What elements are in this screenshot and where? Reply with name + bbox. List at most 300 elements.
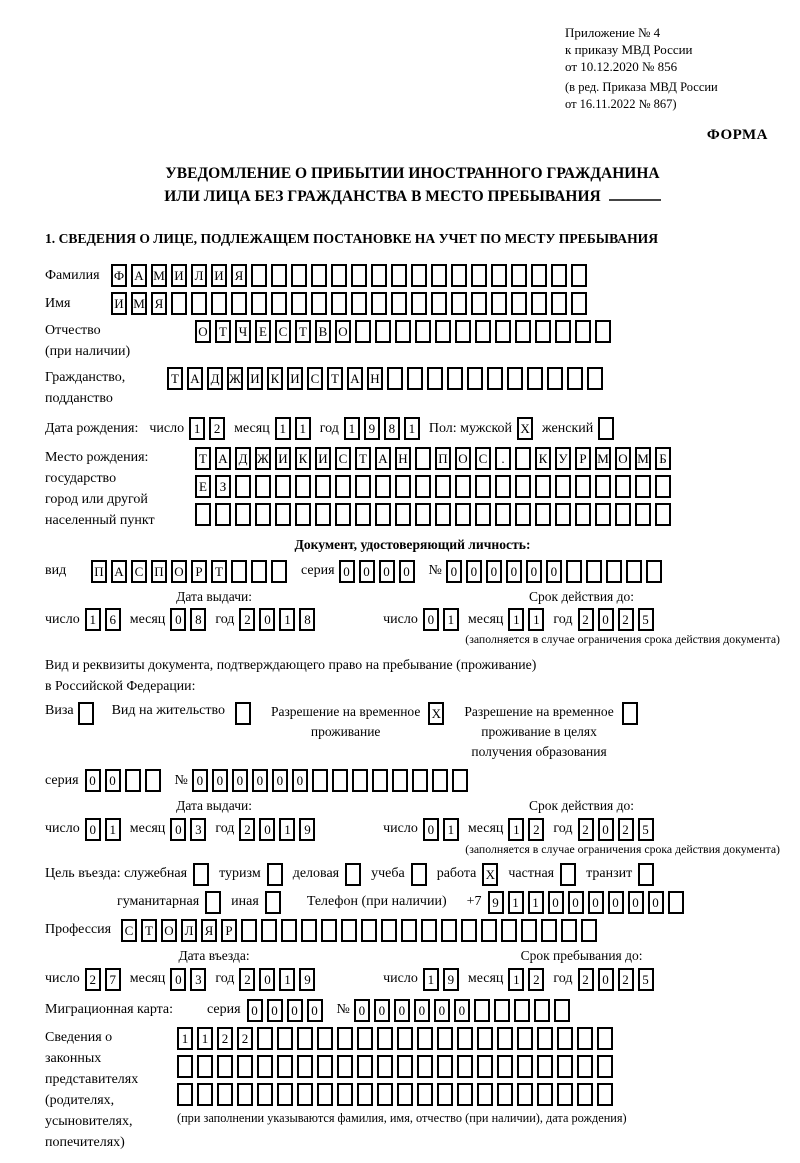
form-cell[interactable]: 0 bbox=[354, 999, 370, 1022]
form-cell[interactable]: 2 bbox=[85, 968, 101, 991]
form-cell[interactable]: 7 bbox=[105, 968, 121, 991]
form-cell[interactable]: 2 bbox=[528, 818, 544, 841]
form-cell[interactable] bbox=[515, 503, 531, 526]
form-cell[interactable] bbox=[407, 367, 423, 390]
form-cell[interactable] bbox=[668, 891, 684, 914]
form-cell[interactable] bbox=[517, 1027, 533, 1050]
form-cell[interactable] bbox=[475, 475, 491, 498]
form-cell[interactable]: А bbox=[111, 560, 127, 583]
form-cell[interactable]: 0 bbox=[466, 560, 482, 583]
form-cell[interactable] bbox=[597, 1027, 613, 1050]
form-cell[interactable] bbox=[351, 292, 367, 315]
form-cell[interactable]: С bbox=[121, 919, 137, 942]
form-cell[interactable]: 1 bbox=[423, 968, 439, 991]
form-cell[interactable] bbox=[581, 919, 597, 942]
form-cell[interactable]: 0 bbox=[339, 560, 355, 583]
form-cell[interactable] bbox=[257, 1055, 273, 1078]
form-cell[interactable] bbox=[497, 1055, 513, 1078]
form-cell[interactable] bbox=[487, 367, 503, 390]
form-cell[interactable] bbox=[255, 475, 271, 498]
form-cell[interactable] bbox=[197, 1083, 213, 1106]
form-cell[interactable] bbox=[177, 1083, 193, 1106]
form-cell[interactable] bbox=[217, 1083, 233, 1106]
form-cell[interactable] bbox=[351, 264, 367, 287]
form-cell[interactable] bbox=[514, 999, 530, 1022]
form-cell[interactable]: 2 bbox=[239, 818, 255, 841]
form-cell[interactable]: Я bbox=[201, 919, 217, 942]
form-cell[interactable]: Р bbox=[575, 447, 591, 470]
form-cell[interactable]: И bbox=[275, 447, 291, 470]
form-cell[interactable] bbox=[335, 503, 351, 526]
form-cell[interactable] bbox=[311, 292, 327, 315]
form-cell[interactable] bbox=[415, 447, 431, 470]
form-cell[interactable]: 1 bbox=[279, 608, 295, 631]
form-cell[interactable]: Я bbox=[151, 292, 167, 315]
form-cell[interactable]: 0 bbox=[287, 999, 303, 1022]
form-cell[interactable] bbox=[237, 1055, 253, 1078]
form-cell[interactable]: 0 bbox=[568, 891, 584, 914]
form-cell[interactable]: Р bbox=[191, 560, 207, 583]
form-cell[interactable] bbox=[537, 1027, 553, 1050]
form-cell[interactable]: Ж bbox=[227, 367, 243, 390]
form-cell[interactable]: 8 bbox=[384, 417, 400, 440]
form-cell[interactable]: 0 bbox=[85, 818, 101, 841]
form-cell[interactable] bbox=[535, 503, 551, 526]
form-cell[interactable]: 1 bbox=[295, 417, 311, 440]
form-cell[interactable]: Л bbox=[191, 264, 207, 287]
form-cell[interactable] bbox=[295, 475, 311, 498]
form-cell[interactable]: 0 bbox=[292, 769, 308, 792]
form-cell[interactable] bbox=[241, 919, 257, 942]
form-cell[interactable] bbox=[395, 503, 411, 526]
form-cell[interactable] bbox=[355, 475, 371, 498]
form-cell[interactable]: 0 bbox=[454, 999, 470, 1022]
form-cell[interactable] bbox=[541, 919, 557, 942]
form-cell[interactable] bbox=[457, 1055, 473, 1078]
form-cell[interactable]: 1 bbox=[443, 818, 459, 841]
form-cell[interactable] bbox=[437, 1055, 453, 1078]
form-cell[interactable]: 1 bbox=[105, 818, 121, 841]
form-cell[interactable] bbox=[377, 1027, 393, 1050]
form-cell[interactable]: Я bbox=[231, 264, 247, 287]
form-cell[interactable] bbox=[237, 1083, 253, 1106]
form-cell[interactable]: 0 bbox=[446, 560, 462, 583]
form-cell[interactable]: 0 bbox=[394, 999, 410, 1022]
form-cell[interactable]: М bbox=[151, 264, 167, 287]
form-cell[interactable]: Б bbox=[655, 447, 671, 470]
form-cell[interactable] bbox=[145, 769, 161, 792]
form-cell[interactable]: 1 bbox=[177, 1027, 193, 1050]
form-cell[interactable]: 0 bbox=[434, 999, 450, 1022]
form-cell[interactable]: 2 bbox=[618, 818, 634, 841]
form-cell[interactable]: X bbox=[482, 863, 498, 886]
form-cell[interactable]: О bbox=[335, 320, 351, 343]
form-cell[interactable]: 0 bbox=[379, 560, 395, 583]
form-cell[interactable] bbox=[392, 769, 408, 792]
form-cell[interactable]: 1 bbox=[197, 1027, 213, 1050]
form-cell[interactable]: 9 bbox=[299, 968, 315, 991]
form-cell[interactable]: 0 bbox=[506, 560, 522, 583]
form-cell[interactable]: Т bbox=[195, 447, 211, 470]
form-cell[interactable] bbox=[497, 1027, 513, 1050]
form-cell[interactable] bbox=[475, 320, 491, 343]
form-cell[interactable] bbox=[435, 503, 451, 526]
form-cell[interactable]: М bbox=[635, 447, 651, 470]
form-cell[interactable] bbox=[375, 320, 391, 343]
form-cell[interactable] bbox=[297, 1027, 313, 1050]
form-cell[interactable]: Л bbox=[181, 919, 197, 942]
form-cell[interactable] bbox=[397, 1027, 413, 1050]
form-cell[interactable]: 2 bbox=[239, 608, 255, 631]
form-cell[interactable] bbox=[598, 417, 614, 440]
form-cell[interactable] bbox=[575, 503, 591, 526]
form-cell[interactable]: 0 bbox=[526, 560, 542, 583]
form-cell[interactable] bbox=[575, 320, 591, 343]
form-cell[interactable] bbox=[271, 560, 287, 583]
form-cell[interactable]: С bbox=[475, 447, 491, 470]
form-cell[interactable]: О bbox=[171, 560, 187, 583]
form-cell[interactable]: С bbox=[335, 447, 351, 470]
form-cell[interactable] bbox=[447, 367, 463, 390]
form-cell[interactable] bbox=[235, 702, 251, 725]
form-cell[interactable] bbox=[517, 1083, 533, 1106]
form-cell[interactable]: Ж bbox=[255, 447, 271, 470]
form-cell[interactable] bbox=[411, 863, 427, 886]
form-cell[interactable]: 6 bbox=[105, 608, 121, 631]
form-cell[interactable] bbox=[511, 264, 527, 287]
form-cell[interactable]: С bbox=[307, 367, 323, 390]
form-cell[interactable] bbox=[534, 999, 550, 1022]
form-cell[interactable]: 1 bbox=[508, 891, 524, 914]
form-cell[interactable] bbox=[372, 769, 388, 792]
form-cell[interactable] bbox=[427, 367, 443, 390]
form-cell[interactable] bbox=[646, 560, 662, 583]
form-cell[interactable]: А bbox=[375, 447, 391, 470]
form-cell[interactable] bbox=[467, 367, 483, 390]
form-cell[interactable]: Е bbox=[195, 475, 211, 498]
form-cell[interactable]: 0 bbox=[598, 818, 614, 841]
form-cell[interactable]: 0 bbox=[423, 818, 439, 841]
form-cell[interactable]: 1 bbox=[528, 891, 544, 914]
form-cell[interactable] bbox=[331, 292, 347, 315]
form-cell[interactable]: П bbox=[91, 560, 107, 583]
form-cell[interactable] bbox=[481, 919, 497, 942]
form-cell[interactable] bbox=[435, 475, 451, 498]
form-cell[interactable] bbox=[395, 475, 411, 498]
form-cell[interactable] bbox=[555, 475, 571, 498]
form-cell[interactable] bbox=[537, 1055, 553, 1078]
form-cell[interactable]: 0 bbox=[85, 769, 101, 792]
form-cell[interactable] bbox=[577, 1027, 593, 1050]
form-cell[interactable] bbox=[355, 320, 371, 343]
form-cell[interactable] bbox=[411, 264, 427, 287]
form-cell[interactable] bbox=[193, 863, 209, 886]
form-cell[interactable] bbox=[471, 292, 487, 315]
form-cell[interactable]: 1 bbox=[508, 968, 524, 991]
form-cell[interactable]: 9 bbox=[443, 968, 459, 991]
form-cell[interactable]: Т bbox=[327, 367, 343, 390]
form-cell[interactable] bbox=[371, 264, 387, 287]
form-cell[interactable] bbox=[381, 919, 397, 942]
form-cell[interactable]: Н bbox=[367, 367, 383, 390]
form-cell[interactable]: 1 bbox=[443, 608, 459, 631]
form-cell[interactable]: Т bbox=[141, 919, 157, 942]
form-cell[interactable] bbox=[312, 769, 328, 792]
form-cell[interactable] bbox=[595, 503, 611, 526]
form-cell[interactable] bbox=[417, 1055, 433, 1078]
form-cell[interactable]: 9 bbox=[488, 891, 504, 914]
form-cell[interactable] bbox=[291, 264, 307, 287]
form-cell[interactable]: Т bbox=[295, 320, 311, 343]
form-cell[interactable] bbox=[397, 1083, 413, 1106]
form-cell[interactable] bbox=[455, 503, 471, 526]
form-cell[interactable] bbox=[560, 863, 576, 886]
form-cell[interactable]: 0 bbox=[546, 560, 562, 583]
form-cell[interactable]: 0 bbox=[648, 891, 664, 914]
form-cell[interactable]: И bbox=[315, 447, 331, 470]
form-cell[interactable]: 9 bbox=[299, 818, 315, 841]
form-cell[interactable] bbox=[521, 919, 537, 942]
form-cell[interactable] bbox=[337, 1055, 353, 1078]
form-cell[interactable] bbox=[235, 475, 251, 498]
form-cell[interactable]: О bbox=[161, 919, 177, 942]
form-cell[interactable] bbox=[495, 320, 511, 343]
form-cell[interactable] bbox=[567, 367, 583, 390]
form-cell[interactable] bbox=[417, 1027, 433, 1050]
form-cell[interactable] bbox=[335, 475, 351, 498]
form-cell[interactable]: X bbox=[428, 702, 444, 725]
form-cell[interactable] bbox=[352, 769, 368, 792]
form-cell[interactable] bbox=[415, 475, 431, 498]
form-cell[interactable] bbox=[495, 503, 511, 526]
form-cell[interactable]: 2 bbox=[618, 968, 634, 991]
form-cell[interactable] bbox=[257, 1083, 273, 1106]
form-cell[interactable]: 0 bbox=[598, 608, 614, 631]
form-cell[interactable] bbox=[271, 292, 287, 315]
form-cell[interactable] bbox=[345, 863, 361, 886]
form-cell[interactable]: О bbox=[615, 447, 631, 470]
form-cell[interactable] bbox=[655, 503, 671, 526]
form-cell[interactable] bbox=[437, 1083, 453, 1106]
form-cell[interactable] bbox=[435, 320, 451, 343]
form-cell[interactable] bbox=[561, 919, 577, 942]
form-cell[interactable] bbox=[547, 367, 563, 390]
form-cell[interactable]: Ч bbox=[235, 320, 251, 343]
form-cell[interactable] bbox=[537, 1083, 553, 1106]
form-cell[interactable] bbox=[387, 367, 403, 390]
form-cell[interactable] bbox=[455, 475, 471, 498]
form-cell[interactable]: 8 bbox=[299, 608, 315, 631]
form-cell[interactable]: А bbox=[187, 367, 203, 390]
form-cell[interactable]: 3 bbox=[190, 968, 206, 991]
form-cell[interactable]: 2 bbox=[239, 968, 255, 991]
form-cell[interactable] bbox=[177, 1055, 193, 1078]
form-cell[interactable]: 0 bbox=[359, 560, 375, 583]
form-cell[interactable]: 3 bbox=[190, 818, 206, 841]
form-cell[interactable]: 0 bbox=[588, 891, 604, 914]
form-cell[interactable]: 5 bbox=[638, 608, 654, 631]
form-cell[interactable] bbox=[357, 1083, 373, 1106]
form-cell[interactable] bbox=[586, 560, 602, 583]
form-cell[interactable] bbox=[297, 1083, 313, 1106]
form-cell[interactable] bbox=[332, 769, 348, 792]
form-cell[interactable] bbox=[275, 475, 291, 498]
form-cell[interactable] bbox=[317, 1083, 333, 1106]
form-cell[interactable] bbox=[271, 264, 287, 287]
form-cell[interactable]: 0 bbox=[170, 968, 186, 991]
form-cell[interactable]: 0 bbox=[608, 891, 624, 914]
form-cell[interactable] bbox=[171, 292, 187, 315]
form-cell[interactable]: О bbox=[455, 447, 471, 470]
form-cell[interactable] bbox=[297, 1055, 313, 1078]
form-cell[interactable] bbox=[555, 503, 571, 526]
form-cell[interactable] bbox=[595, 320, 611, 343]
form-cell[interactable] bbox=[495, 475, 511, 498]
form-cell[interactable] bbox=[577, 1055, 593, 1078]
form-cell[interactable] bbox=[655, 475, 671, 498]
form-cell[interactable] bbox=[421, 919, 437, 942]
form-cell[interactable] bbox=[517, 1055, 533, 1078]
form-cell[interactable] bbox=[554, 999, 570, 1022]
form-cell[interactable]: 2 bbox=[528, 968, 544, 991]
form-cell[interactable]: 0 bbox=[105, 769, 121, 792]
form-cell[interactable] bbox=[571, 292, 587, 315]
form-cell[interactable]: З bbox=[215, 475, 231, 498]
form-cell[interactable] bbox=[215, 503, 231, 526]
form-cell[interactable] bbox=[475, 503, 491, 526]
form-cell[interactable] bbox=[251, 292, 267, 315]
form-cell[interactable]: Е bbox=[255, 320, 271, 343]
form-cell[interactable] bbox=[595, 475, 611, 498]
form-cell[interactable] bbox=[395, 320, 411, 343]
form-cell[interactable]: П bbox=[151, 560, 167, 583]
form-cell[interactable]: С bbox=[131, 560, 147, 583]
form-cell[interactable] bbox=[511, 292, 527, 315]
form-cell[interactable] bbox=[606, 560, 622, 583]
form-cell[interactable] bbox=[195, 503, 211, 526]
form-cell[interactable] bbox=[615, 503, 631, 526]
form-cell[interactable] bbox=[205, 891, 221, 914]
form-cell[interactable] bbox=[275, 503, 291, 526]
form-cell[interactable] bbox=[501, 919, 517, 942]
form-cell[interactable] bbox=[452, 769, 468, 792]
form-cell[interactable] bbox=[477, 1083, 493, 1106]
form-cell[interactable]: Д bbox=[235, 447, 251, 470]
form-cell[interactable]: А bbox=[131, 264, 147, 287]
form-cell[interactable]: 2 bbox=[237, 1027, 253, 1050]
form-cell[interactable]: 2 bbox=[578, 608, 594, 631]
form-cell[interactable]: К bbox=[295, 447, 311, 470]
form-cell[interactable]: 0 bbox=[399, 560, 415, 583]
form-cell[interactable]: 1 bbox=[508, 608, 524, 631]
form-cell[interactable] bbox=[377, 1055, 393, 1078]
form-cell[interactable]: 0 bbox=[259, 818, 275, 841]
form-cell[interactable] bbox=[255, 503, 271, 526]
form-cell[interactable] bbox=[321, 919, 337, 942]
form-cell[interactable] bbox=[295, 503, 311, 526]
form-cell[interactable] bbox=[597, 1083, 613, 1106]
form-cell[interactable] bbox=[535, 475, 551, 498]
form-cell[interactable]: 2 bbox=[618, 608, 634, 631]
form-cell[interactable] bbox=[277, 1055, 293, 1078]
form-cell[interactable] bbox=[571, 264, 587, 287]
form-cell[interactable]: 2 bbox=[578, 968, 594, 991]
form-cell[interactable] bbox=[341, 919, 357, 942]
form-cell[interactable] bbox=[331, 264, 347, 287]
form-cell[interactable] bbox=[417, 1083, 433, 1106]
form-cell[interactable] bbox=[251, 264, 267, 287]
form-cell[interactable]: 0 bbox=[192, 769, 208, 792]
form-cell[interactable] bbox=[587, 367, 603, 390]
form-cell[interactable] bbox=[597, 1055, 613, 1078]
form-cell[interactable] bbox=[515, 447, 531, 470]
form-cell[interactable] bbox=[337, 1027, 353, 1050]
form-cell[interactable] bbox=[391, 264, 407, 287]
form-cell[interactable] bbox=[638, 863, 654, 886]
form-cell[interactable] bbox=[441, 919, 457, 942]
form-cell[interactable] bbox=[281, 919, 297, 942]
form-cell[interactable]: 1 bbox=[189, 417, 205, 440]
form-cell[interactable]: Т bbox=[167, 367, 183, 390]
form-cell[interactable] bbox=[391, 292, 407, 315]
form-cell[interactable]: 1 bbox=[344, 417, 360, 440]
form-cell[interactable]: 0 bbox=[628, 891, 644, 914]
form-cell[interactable] bbox=[431, 292, 447, 315]
form-cell[interactable]: 0 bbox=[170, 608, 186, 631]
form-cell[interactable]: 0 bbox=[374, 999, 390, 1022]
form-cell[interactable]: И bbox=[287, 367, 303, 390]
form-cell[interactable] bbox=[415, 503, 431, 526]
form-cell[interactable]: М bbox=[595, 447, 611, 470]
form-cell[interactable]: 0 bbox=[486, 560, 502, 583]
form-cell[interactable]: 0 bbox=[170, 818, 186, 841]
form-cell[interactable]: Р bbox=[221, 919, 237, 942]
form-cell[interactable] bbox=[577, 1083, 593, 1106]
form-cell[interactable] bbox=[551, 264, 567, 287]
form-cell[interactable] bbox=[197, 1055, 213, 1078]
form-cell[interactable] bbox=[357, 1027, 373, 1050]
form-cell[interactable]: 5 bbox=[638, 968, 654, 991]
form-cell[interactable] bbox=[494, 999, 510, 1022]
form-cell[interactable] bbox=[455, 320, 471, 343]
form-cell[interactable] bbox=[622, 702, 638, 725]
form-cell[interactable]: 1 bbox=[275, 417, 291, 440]
form-cell[interactable]: И bbox=[247, 367, 263, 390]
form-cell[interactable] bbox=[527, 367, 543, 390]
form-cell[interactable] bbox=[231, 292, 247, 315]
form-cell[interactable] bbox=[78, 702, 94, 725]
form-cell[interactable] bbox=[315, 475, 331, 498]
form-cell[interactable]: . bbox=[495, 447, 511, 470]
form-cell[interactable]: Т bbox=[355, 447, 371, 470]
form-cell[interactable]: Н bbox=[395, 447, 411, 470]
form-cell[interactable] bbox=[375, 475, 391, 498]
form-cell[interactable] bbox=[261, 919, 277, 942]
form-cell[interactable]: 2 bbox=[209, 417, 225, 440]
form-cell[interactable]: 0 bbox=[548, 891, 564, 914]
form-cell[interactable] bbox=[397, 1055, 413, 1078]
form-cell[interactable] bbox=[191, 292, 207, 315]
form-cell[interactable]: М bbox=[131, 292, 147, 315]
form-cell[interactable] bbox=[375, 503, 391, 526]
form-cell[interactable]: П bbox=[435, 447, 451, 470]
form-cell[interactable]: 1 bbox=[508, 818, 524, 841]
form-cell[interactable] bbox=[311, 264, 327, 287]
form-cell[interactable]: 0 bbox=[259, 968, 275, 991]
form-cell[interactable] bbox=[401, 919, 417, 942]
form-cell[interactable] bbox=[231, 560, 247, 583]
form-cell[interactable] bbox=[432, 769, 448, 792]
